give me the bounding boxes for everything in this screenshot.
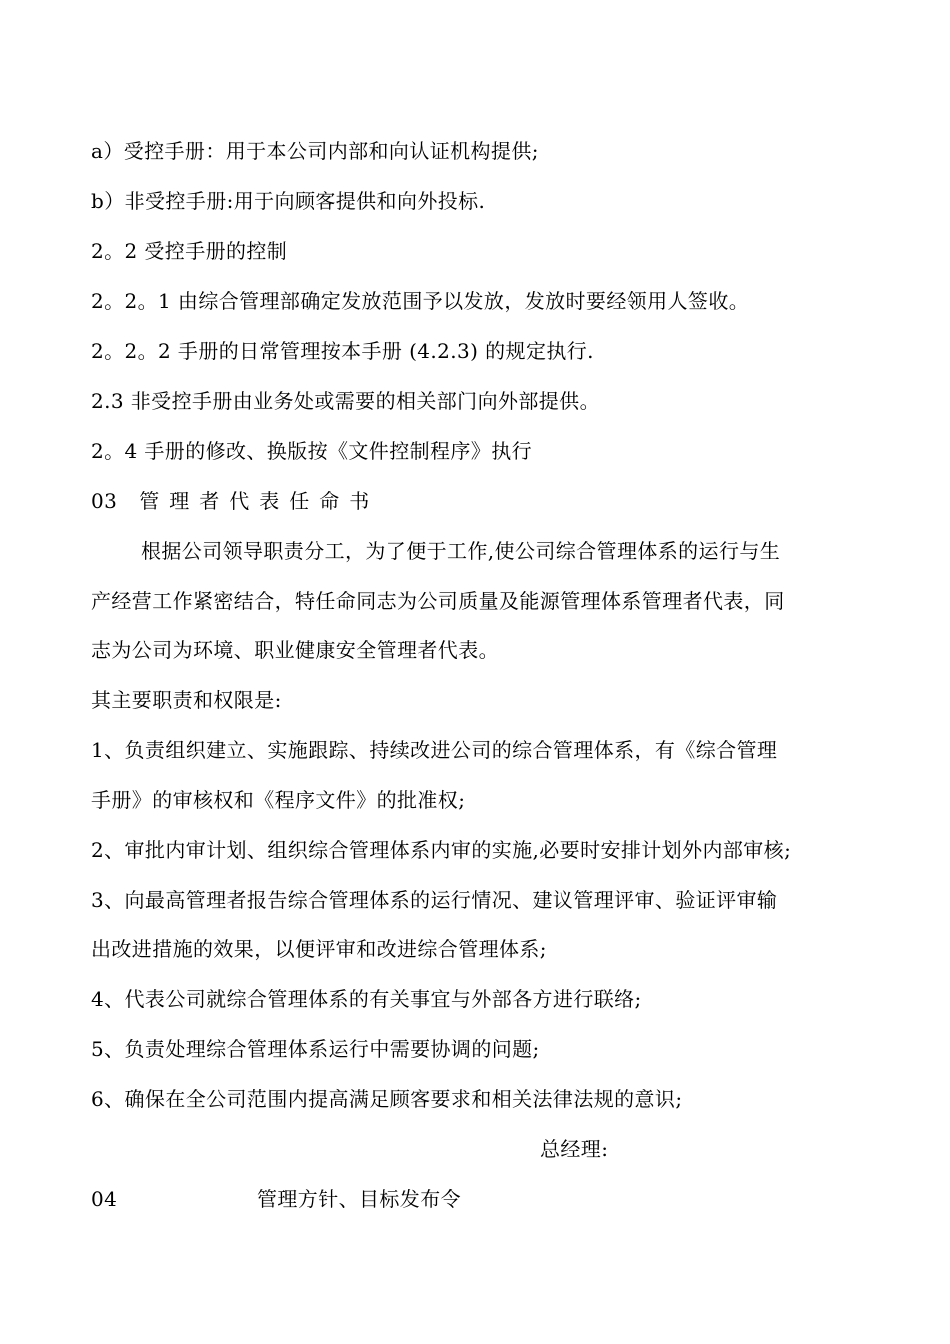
duty-4: 4、代表公司就综合管理体系的有关事宜与外部各方进行联络; [91, 987, 642, 1011]
heading-03 [91, 487, 379, 515]
heading-04-number: 04 [91, 1187, 118, 1211]
duties-intro: 其主要职责和权限是: [91, 688, 282, 712]
copy-scope-b: b）非受控手册:用于向顾客提供和向外投标. [91, 189, 486, 213]
section-2-4: 2。4 手册的修改、换版按《文件控制程序》执行 [91, 439, 533, 463]
heading-03-title: 管理者代表任命书 [139, 489, 380, 513]
duty-1-line-2: 手册》的审核权和《程序文件》的批准权; [91, 788, 466, 812]
appointment-paragraph-line-3: 志为公司为环境、职业健康安全管理者代表。 [91, 638, 499, 662]
section-2-2-1: 2。2。1 由综合管理部确定发放范围予以发放，发放时要经领用人签收。 [91, 289, 750, 313]
duty-3-line-2: 出改进措施的效果，以便评审和改进综合管理体系; [91, 937, 547, 961]
heading-04 [91, 1185, 461, 1213]
section-2-3: 2.3 非受控手册由业务处或需要的相关部门向外部提供。 [91, 389, 600, 413]
duty-1-line-1: 1、负责组织建立、实施跟踪、持续改进公司的综合管理体系，有《综合管理 [91, 738, 778, 762]
copy-scope-a: a）受控手册：用于本公司内部和向认证机构提供; [91, 139, 539, 163]
duty-5: 5、负责处理综合管理体系运行中需要协调的问题; [91, 1037, 540, 1061]
appointment-paragraph-line-2: 产经营工作紧密结合，特任命同志为公司质量及能源管理体系管理者代表，同 [91, 589, 785, 613]
heading-04-title: 管理方针、目标发布令 [257, 1187, 461, 1211]
appointment-paragraph-line-1: 根据公司领导职责分工，为了便于工作,使公司综合管理体系的运行与生 [141, 539, 781, 563]
duty-3-line-1: 3、向最高管理者报告综合管理体系的运行情况、建议管理评审、验证评审输 [91, 888, 778, 912]
signature-general-manager: 总经理: [540, 1137, 609, 1161]
heading-03-number: 03 [91, 489, 118, 513]
section-2-2-2: 2。2。2 手册的日常管理按本手册 (4.2.3) 的规定执行. [91, 339, 594, 363]
duty-6: 6、确保在全公司范围内提高满足顾客要求和相关法律法规的意识; [91, 1087, 683, 1111]
section-2-2-title: 2。2 受控手册的控制 [91, 239, 288, 263]
duty-2: 2、审批内审计划、组织综合管理体系内审的实施,必要时安排计划外内部审核; [91, 838, 792, 862]
